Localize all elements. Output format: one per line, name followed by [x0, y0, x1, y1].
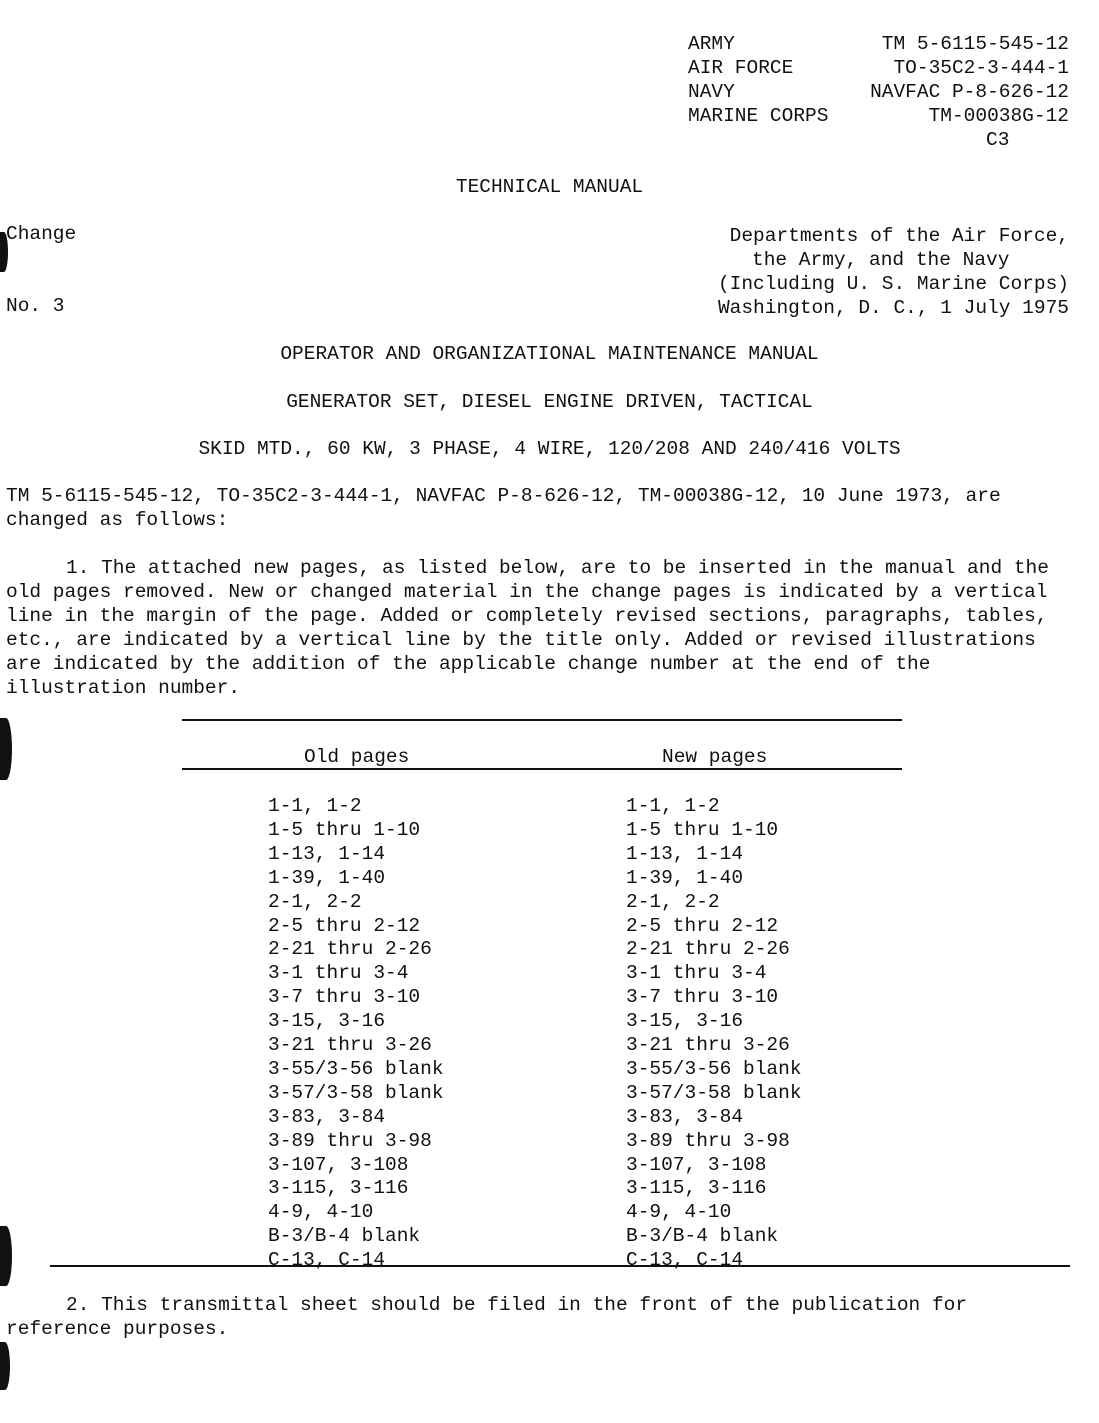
new-page-entry: 2-1, 2-2 [626, 890, 720, 913]
number-air-force: TO-35C2-3-444-1 [893, 57, 1069, 79]
old-page-entry: 2-21 thru 2-26 [268, 938, 432, 961]
issuer-line: the Army, and the Navy [752, 249, 1010, 271]
old-page-entry: 3-7 thru 3-10 [268, 986, 421, 1009]
service-air-force: AIR FORCE [688, 57, 794, 79]
old-page-entry: 3-15, 3-16 [268, 1010, 386, 1033]
old-page-entry: 1-1, 1-2 [268, 795, 362, 817]
new-page-entry: 3-89 thru 3-98 [626, 1129, 790, 1152]
service-marine-corps: MARINE CORPS [688, 105, 829, 127]
new-page-entry: 1-39, 1-40 [626, 866, 744, 889]
new-page-entry: 3-57/3-58 blank [626, 1081, 802, 1104]
issuer-line: (Including U. S. Marine Corps) [717, 273, 1069, 295]
paragraph-2: 2. This transmittal sheet should be filed in the front of the publication for reference purposes. [6, 1294, 968, 1340]
binding-hole-mark [0, 1342, 10, 1390]
old-page-entry: 3-115, 3-116 [268, 1177, 409, 1200]
number-navy: NAVFAC P-8-626-12 [870, 81, 1069, 103]
old-page-entry: 1-39, 1-40 [268, 866, 386, 889]
new-page-entry: 2-21 thru 2-26 [626, 938, 790, 961]
equipment-title: GENERATOR SET, DIESEL ENGINE DRIVEN, TACTICAL [286, 391, 813, 413]
new-page-entry: 3-55/3-56 blank [626, 1057, 802, 1080]
old-page-entry: 4-9, 4-10 [268, 1201, 374, 1224]
old-page-entry: C-13, C-14 [268, 1249, 386, 1272]
number-army: TM 5-6115-545-12 [881, 33, 1069, 55]
new-page-entry: 3-83, 3-84 [626, 1105, 744, 1128]
change-code: C3 [986, 129, 1010, 151]
binding-hole-mark [0, 718, 12, 780]
old-page-entry: 2-5 thru 2-12 [268, 914, 421, 937]
issuer-line: Washington, D. C., 1 July 1975 [717, 297, 1069, 319]
service-navy: NAVY [688, 81, 735, 103]
intro-paragraph: TM 5-6115-545-12, TO-35C2-3-444-1, NAVFAC P-8-626-12, TM-00038G-12, 10 June 1973, are changed as follows: [6, 485, 1001, 531]
issuer-line: Departments of the Air Force, [729, 225, 1069, 247]
equipment-spec: SKID MTD., 60 KW, 3 PHASE, 4 WIRE, 120/208 AND 240/416 VOLTS [198, 438, 901, 460]
new-page-entry: 3-115, 3-116 [626, 1177, 767, 1200]
old-page-entry: 3-1 thru 3-4 [268, 962, 409, 985]
old-page-entry: 3-55/3-56 blank [268, 1057, 444, 1080]
old-page-entry: 1-13, 1-14 [268, 842, 386, 865]
new-page-entry: 1-5 thru 1-10 [626, 818, 779, 841]
old-page-entry: 1-5 thru 1-10 [268, 818, 421, 841]
new-page-entry: 2-5 thru 2-12 [626, 914, 779, 937]
new-page-entry: 3-21 thru 3-26 [626, 1034, 790, 1056]
table-top-rule [182, 719, 902, 721]
table-bottom-rule [50, 1265, 1070, 1267]
old-pages-header: Old pages [304, 746, 410, 768]
doc-type: TECHNICAL MANUAL [455, 176, 644, 198]
new-page-entry: 1-13, 1-14 [626, 842, 744, 865]
old-page-entry: 3-83, 3-84 [268, 1105, 386, 1128]
paragraph-1: 1. The attached new pages, as listed below, are to be inserted in the manual and the old pages removed. New or changed material in the change pages is indicated by a vertical line in the margin of the page. Added or completely revised sections, paragraphs, tables, etc., are indicated by a vertical line by the title only. Added or revised illustrations are indicated by the addition of the applicable change number at the end of the illustration number. [6, 557, 1049, 699]
number-marine-corps: TM-00038G-12 [928, 105, 1069, 127]
old-page-entry: B-3/B-4 blank [268, 1225, 421, 1248]
new-page-entry: B-3/B-4 blank [626, 1225, 779, 1248]
new-page-entry: 4-9, 4-10 [626, 1201, 732, 1224]
new-page-entry: 3-15, 3-16 [626, 1010, 744, 1033]
manual-title: OPERATOR AND ORGANIZATIONAL MAINTENANCE MANUAL [280, 343, 819, 365]
service-army: ARMY [688, 33, 735, 55]
old-page-entry: 3-89 thru 3-98 [268, 1129, 432, 1152]
new-pages-header: New pages [662, 746, 768, 768]
new-page-entry: 3-7 thru 3-10 [626, 986, 779, 1009]
old-page-entry: 3-57/3-58 blank [268, 1081, 444, 1104]
table-header-rule [182, 768, 902, 770]
old-page-entry: 3-21 thru 3-26 [268, 1034, 432, 1056]
old-page-entry: 2-1, 2-2 [268, 890, 362, 913]
old-page-entry: 3-107, 3-108 [268, 1153, 409, 1176]
new-page-entry: 1-1, 1-2 [626, 795, 720, 817]
binding-hole-mark [0, 1226, 12, 1286]
change-label: Change [6, 223, 77, 245]
new-page-entry: C-13, C-14 [626, 1249, 744, 1272]
new-page-entry: 3-1 thru 3-4 [626, 962, 767, 985]
change-number: No. 3 [6, 295, 65, 317]
new-page-entry: 3-107, 3-108 [626, 1153, 767, 1176]
